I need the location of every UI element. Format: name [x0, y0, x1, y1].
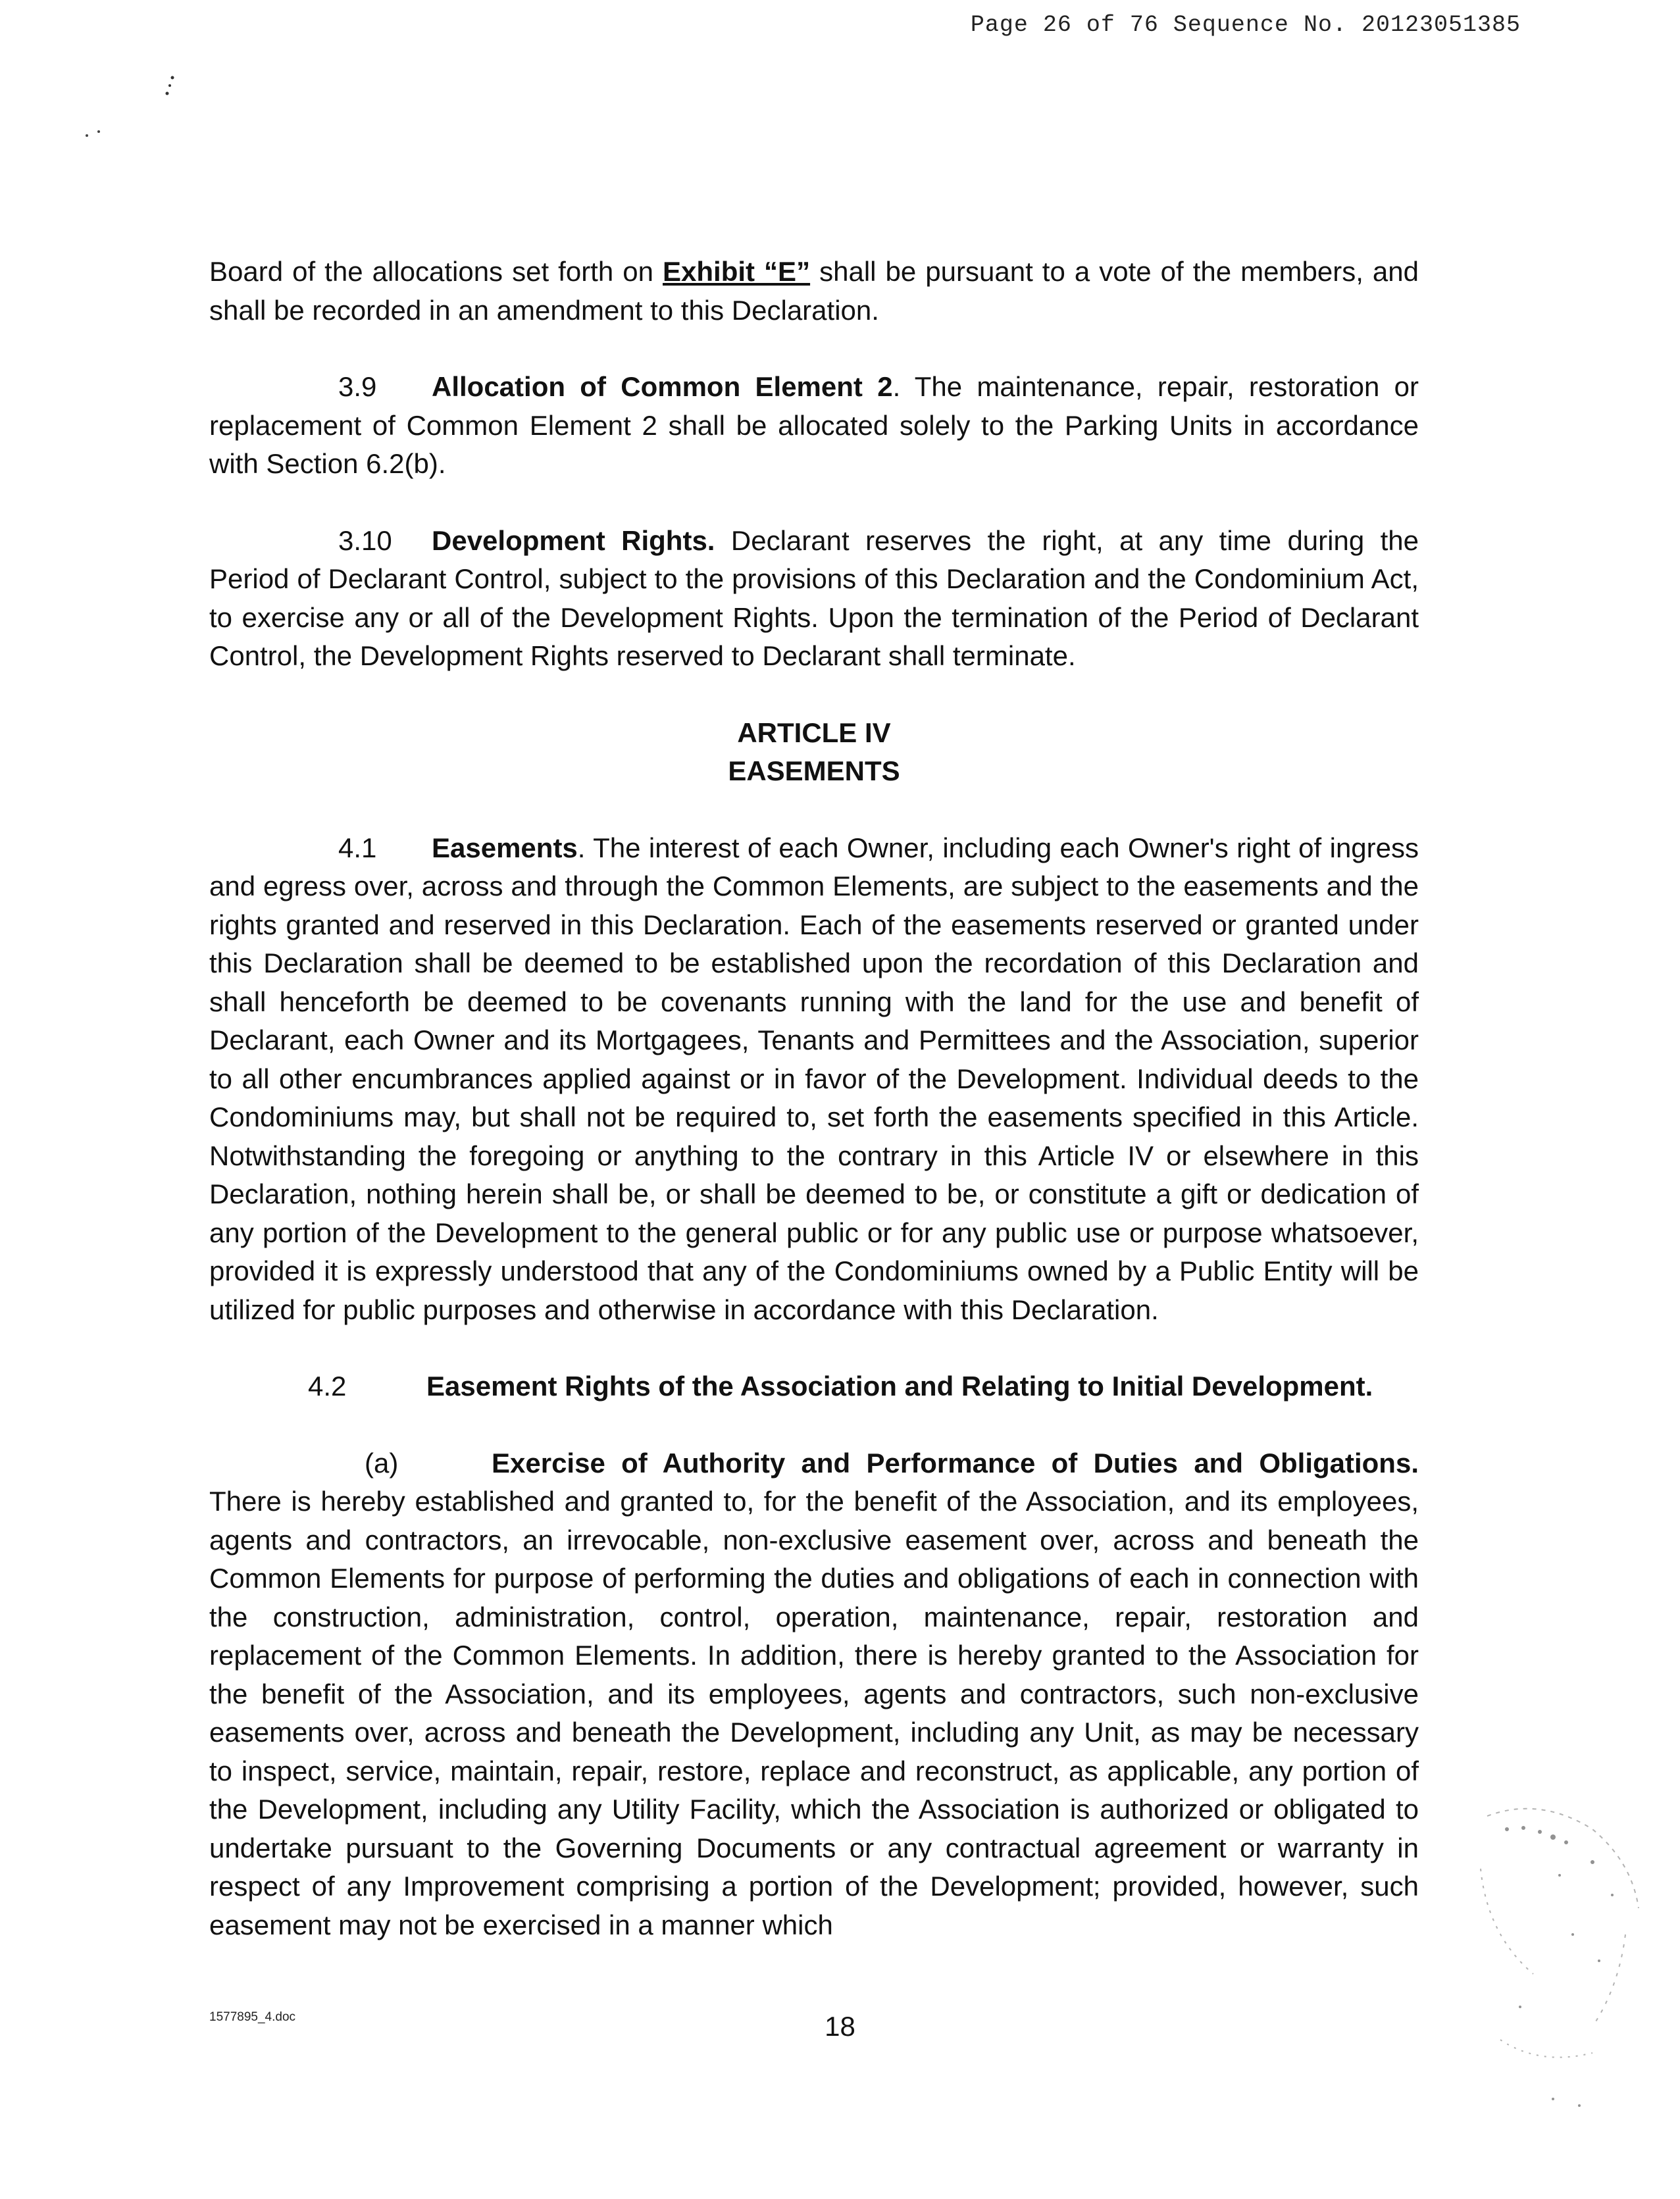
subsection-title: Exercise of Authority and Performance of Duties and Obligations. [492, 1447, 1419, 1479]
continuation-paragraph: Board of the allocations set forth on Exhibit “E” shall be pursuant to a vote of the members, and shall be recorded in an amendment to this Declaration. [209, 256, 1419, 326]
footer-file-name: 1577895_4.doc [209, 2010, 296, 2024]
section-number: 4.2 [308, 1371, 347, 1402]
section-title: Easement Rights of the Association and Relating to Initial Development. [426, 1371, 1373, 1402]
section-3-9: 3.9 Allocation of Common Element 2. The maintenance, repair, restoration or replacement of Common Element 2 shall be allocated solely to the Parking Units in accordance with Section 6.2(b). [209, 368, 1419, 484]
section-title: Easements [432, 832, 578, 863]
footer-page-number: 18 [825, 2011, 855, 2042]
section-number: 4.1 [338, 832, 377, 863]
article-title: EASEMENTS [728, 755, 900, 786]
section-3-10: 3.10 Development Rights. Declarant reserves the right, at any time during the Period of Declarant Control, subject to the provisions of this Declaration and the Condominium Act, to exercise any or all of the Development Rights. Upon the termination of the Period of Declarant Control, the Development Rights reserved to Declarant shall terminate. [209, 522, 1419, 676]
section-4-1: 4.1 Easements. The interest of each Owner, including each Owner's right of ingress and egress over, across and through the Common Elements, are subject to the easements and the rights granted and reserved in this Declaration. Each of the easements reserved or granted under this Declaration shall be deemed to be established upon the recordation of this Declaration and shall henceforth be deemed to be covenants running with the land for the use and benefit of Declarant, each Owner and its Mortgagees, Tenants and Permittees and the Association, superior to all other encumbrances applied against or in favor of the Development. Individual deeds to the Condominiums may, but shall not be required to, set forth the easements specified in this Article. Notwithstanding the foregoing or anything to the contrary in this Article IV or elsewhere in this Declaration, nothing herein shall be, or shall be deemed to be, or constitute a gift or dedication of any portion of the Development to the general public or for any public use or purpose whatsoever, provided it is expressly understood that any of the Condominiums owned by a Public Entity will be utilized for public purposes and otherwise in accordance with this Declaration. [209, 829, 1419, 1330]
subsection-label: (a) [365, 1447, 399, 1479]
faint-stamp-mark [1461, 1790, 1658, 2158]
declaration-body [209, 253, 1419, 1944]
section-number: 3.9 [338, 371, 377, 402]
article-number: ARTICLE IV [737, 717, 891, 748]
subsection-a: (a) Exercise of Authority and Performance of Duties and Obligations. There is hereby established and granted to, for the benefit of the Association, and its employees, agents and contractors, an irrevocable, non-exclusive easement over, across and beneath the Common Elements for purpose of performing the duties and obligations of each in connection with the construction, administration, control, operation, maintenance, repair, restoration and replacement of the Common Elements. In addition, there is hereby granted to the Association for the benefit of the Association, and its employees, agents and contractors, such non-exclusive easements over, across and beneath the Development, including any Unit, as may be necessary to inspect, service, maintain, repair, restore, replace and reconstruct, as applicable, any portion of the Development, including any Utility Facility, which the Association is authorized or obligated to undertake pursuant to the Governing Documents or any contractual agreement or warranty in respect of any Improvement comprising a portion of the Development; provided, however, such easement may not be exercised in a manner which [209, 1444, 1419, 1945]
exhibit-e-reference: Exhibit “E” [663, 256, 811, 287]
section-title: Development Rights. [432, 524, 715, 556]
sequence-header: Page 26 of 76 Sequence No. 20123051385 [970, 12, 1521, 38]
section-number: 3.10 [338, 524, 392, 556]
section-4-2-heading [209, 1367, 1419, 1406]
section-title: Allocation of Common Element 2 [432, 371, 893, 402]
article-heading [209, 714, 1419, 791]
